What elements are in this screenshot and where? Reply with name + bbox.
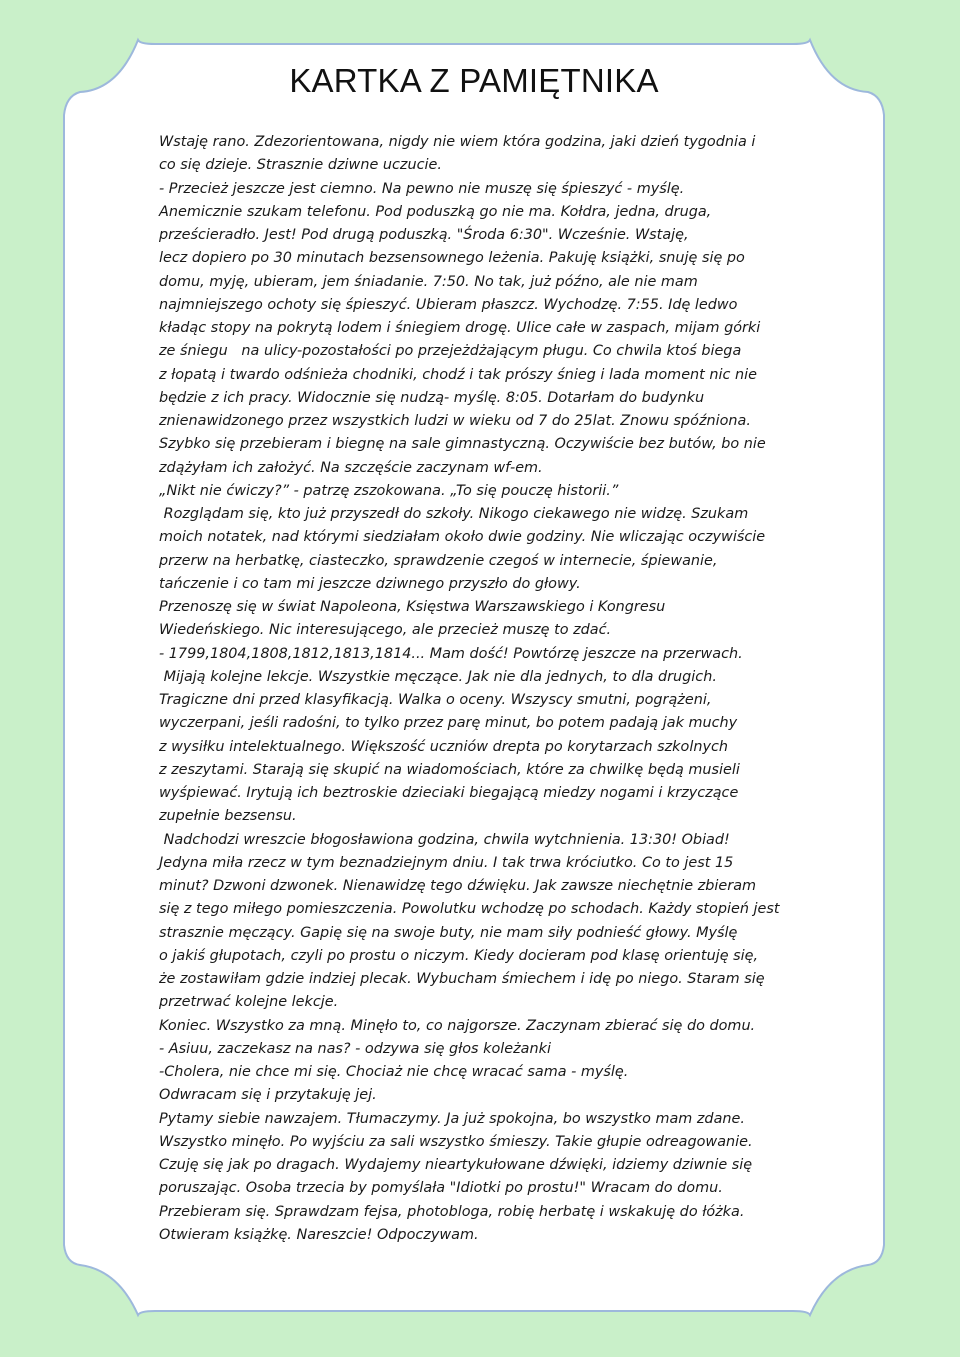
text-line: Przebieram się. Sprawdzam fejsa, photobloga, robię herbatę i wskakuję do łóżka. bbox=[159, 1203, 745, 1220]
text-line: z zeszytami. Starają się skupić na wiadomościach, które za chwilkę będą musieli bbox=[159, 761, 740, 778]
text-line: najmniejszego ochoty się śpieszyć. Ubieram płaszcz. Wychodzę. 7:55. Idę ledwo bbox=[159, 296, 738, 313]
text-line: Mijają kolejne lekcje. Wszystkie męczące. Jak nie dla jednych, to dla drugich. bbox=[159, 668, 717, 685]
text-line: lecz dopiero po 30 minutach bezsensownego leżenia. Pakuję książki, snuję się po bbox=[159, 250, 745, 267]
text-line: wyczerpani, jeśli radośni, to tylko przez parę minut, bo potem padają jak muchy bbox=[159, 715, 738, 732]
text-line: - Przecież jeszcze jest ciemno. Na pewno nie muszę się śpieszyć - myślę. bbox=[159, 180, 685, 197]
text-line: wyśpiewać. Irytują ich beztroskie dzieciaki biegającą miedzy nogami i krzyczące bbox=[159, 785, 739, 801]
text-line: Otwieram książkę. Nareszcie! Odpoczywam. bbox=[159, 1226, 479, 1243]
text-line: przerw na herbatkę, ciasteczko, sprawdzenie czegoś w internecie, śpiewanie, bbox=[159, 552, 718, 569]
page-title: KARTKA Z PAMIĘTNIKA bbox=[289, 62, 659, 99]
text-line: zdążyłam ich założyć. Na szczęście zaczynam wf-em. bbox=[159, 459, 543, 476]
text-line: „Nikt nie ćwiczy?” - patrzę zszokowana. „To się pouczę historii.” bbox=[159, 482, 619, 499]
text-line: Wiedeńskiego. Nic interesującego, ale przecież muszę to zdać. bbox=[159, 622, 612, 639]
text-line: Tragiczne dni przed klasyfikacją. Walka o oceny. Wszyscy smutni, pogrążeni, bbox=[159, 692, 712, 708]
text-line: się z tego miłego pomieszczenia. Powolutku wchodzę po schodach. Każdy stopień jest bbox=[159, 901, 780, 918]
text-line: - Asiuu, zaczekasz na nas? - odzywa się głos koleżanki bbox=[159, 1040, 551, 1057]
text-line: znienawidzonego przez wszystkich ludzi w wieku od 7 do 25lat. Znowu spóźniona. bbox=[159, 413, 751, 429]
text-line: Wszystko minęło. Po wyjściu za sali wszystko śmieszy. Takie głupie odreagowanie. bbox=[159, 1133, 753, 1150]
text-line: o jakiś głupotach, czyli po prostu o niczym. Kiedy docieram pod klasę orientuję się, bbox=[159, 947, 759, 964]
text-line: kładąc stopy na pokrytą lodem i śniegiem drogę. Ulice całe w zaspach, mijam górki bbox=[159, 320, 761, 336]
text-line: Pytamy siebie nawzajem. Tłumaczymy. Ja już spokojna, bo wszystko mam zdane. bbox=[159, 1110, 745, 1127]
text-line: poruszając. Osoba trzecia by pomyślała "Idiotki po prostu!" Wracam do domu. bbox=[159, 1180, 723, 1197]
text-line: -Cholera, nie chce mi się. Chociaż nie chcę wracać sama - myślę. bbox=[159, 1064, 629, 1080]
text-line: Wstaję rano. Zdezorientowana, nigdy nie wiem która godzina, jaki dzień tygodnia i bbox=[159, 134, 756, 150]
text-line: Przenoszę się w świat Napoleona, Księstwa Warszawskiego i Kongresu bbox=[159, 599, 666, 615]
text-line: zupełnie bezsensu. bbox=[159, 808, 297, 825]
text-line: Szybko się przebieram i biegnę na sale gimnastyczną. Oczywiście bez butów, bo nie bbox=[159, 436, 766, 453]
diary-text bbox=[159, 131, 839, 1247]
text-line: Nadchodzi wreszcie błogosławiona godzina, chwila wytchnienia. 13:30! Obiad! bbox=[159, 831, 730, 848]
text-line: Jedyna miła rzecz w tym beznadziejnym dniu. I tak trwa króciutko. Co to jest 15 bbox=[159, 854, 734, 871]
text-line: z wysiłku intelektualnego. Większość uczniów drepta po korytarzach szkolnych bbox=[159, 738, 728, 755]
text-line: minut? Dzwoni dzwonek. Nienawidzę tego dźwięku. Jak zawsze niechętnie zbieram bbox=[159, 878, 757, 894]
text-line: przetrwać kolejne lekcje. bbox=[159, 994, 339, 1011]
text-line: Czuję się jak po dragach. Wydajemy nieartykułowane dźwięki, idziemy dziwnie się bbox=[159, 1157, 753, 1173]
text-line: moich notatek, nad którymi siedziałam około dwie godziny. Nie wliczając oczywiście bbox=[159, 529, 766, 546]
text-line: strasznie męczący. Gapię się na swoje buty, nie mam siły podnieść głowy. Myślę bbox=[159, 924, 738, 941]
text-line: Koniec. Wszystko za mną. Minęło to, co najgorsze. Zaczynam zbierać się do domu. bbox=[159, 1017, 756, 1034]
text-line: tańczenie i co tam mi jeszcze dziwnego przyszło do głowy. bbox=[159, 575, 581, 592]
text-line: ze śniegu na ulicy-pozostałości po przejeżdżającym pługu. Co chwila ktoś biega bbox=[159, 343, 742, 360]
text-line: - 1799,1804,1808,1812,1813,1814... Mam dość! Powtórzę jeszcze na przerwach. bbox=[159, 645, 743, 662]
text-line: co się dzieje. Strasznie dziwne uczucie. bbox=[159, 157, 442, 174]
text-line: domu, myję, ubieram, jem śniadanie. 7:50. No tak, już późno, ale nie mam bbox=[159, 273, 698, 290]
text-line: prześcieradło. Jest! Pod drugą poduszką. "Środa 6:30". Wcześnie. Wstaję, bbox=[159, 227, 689, 243]
text-line: Anemicznie szukam telefonu. Pod poduszką go nie ma. Kołdra, jedna, druga, bbox=[159, 203, 712, 220]
text-line: Rozglądam się, kto już przyszedł do szkoły. Nikogo ciekawego nie widzę. Szukam bbox=[159, 506, 749, 522]
text-line: Odwracam się i przytakuję jej. bbox=[159, 1087, 377, 1104]
text-line: że zostawiłam gdzie indziej plecak. Wybucham śmiechem i idę po niego. Staram się bbox=[159, 971, 765, 987]
text-line: z łopatą i twardo odśnieża chodniki, chodź i tak prószy śnieg i lada moment nic nie bbox=[159, 366, 757, 383]
text-line: będzie z ich pracy. Widocznie się nudzą- myślę. 8:05. Dotarłam do budynku bbox=[159, 389, 705, 406]
